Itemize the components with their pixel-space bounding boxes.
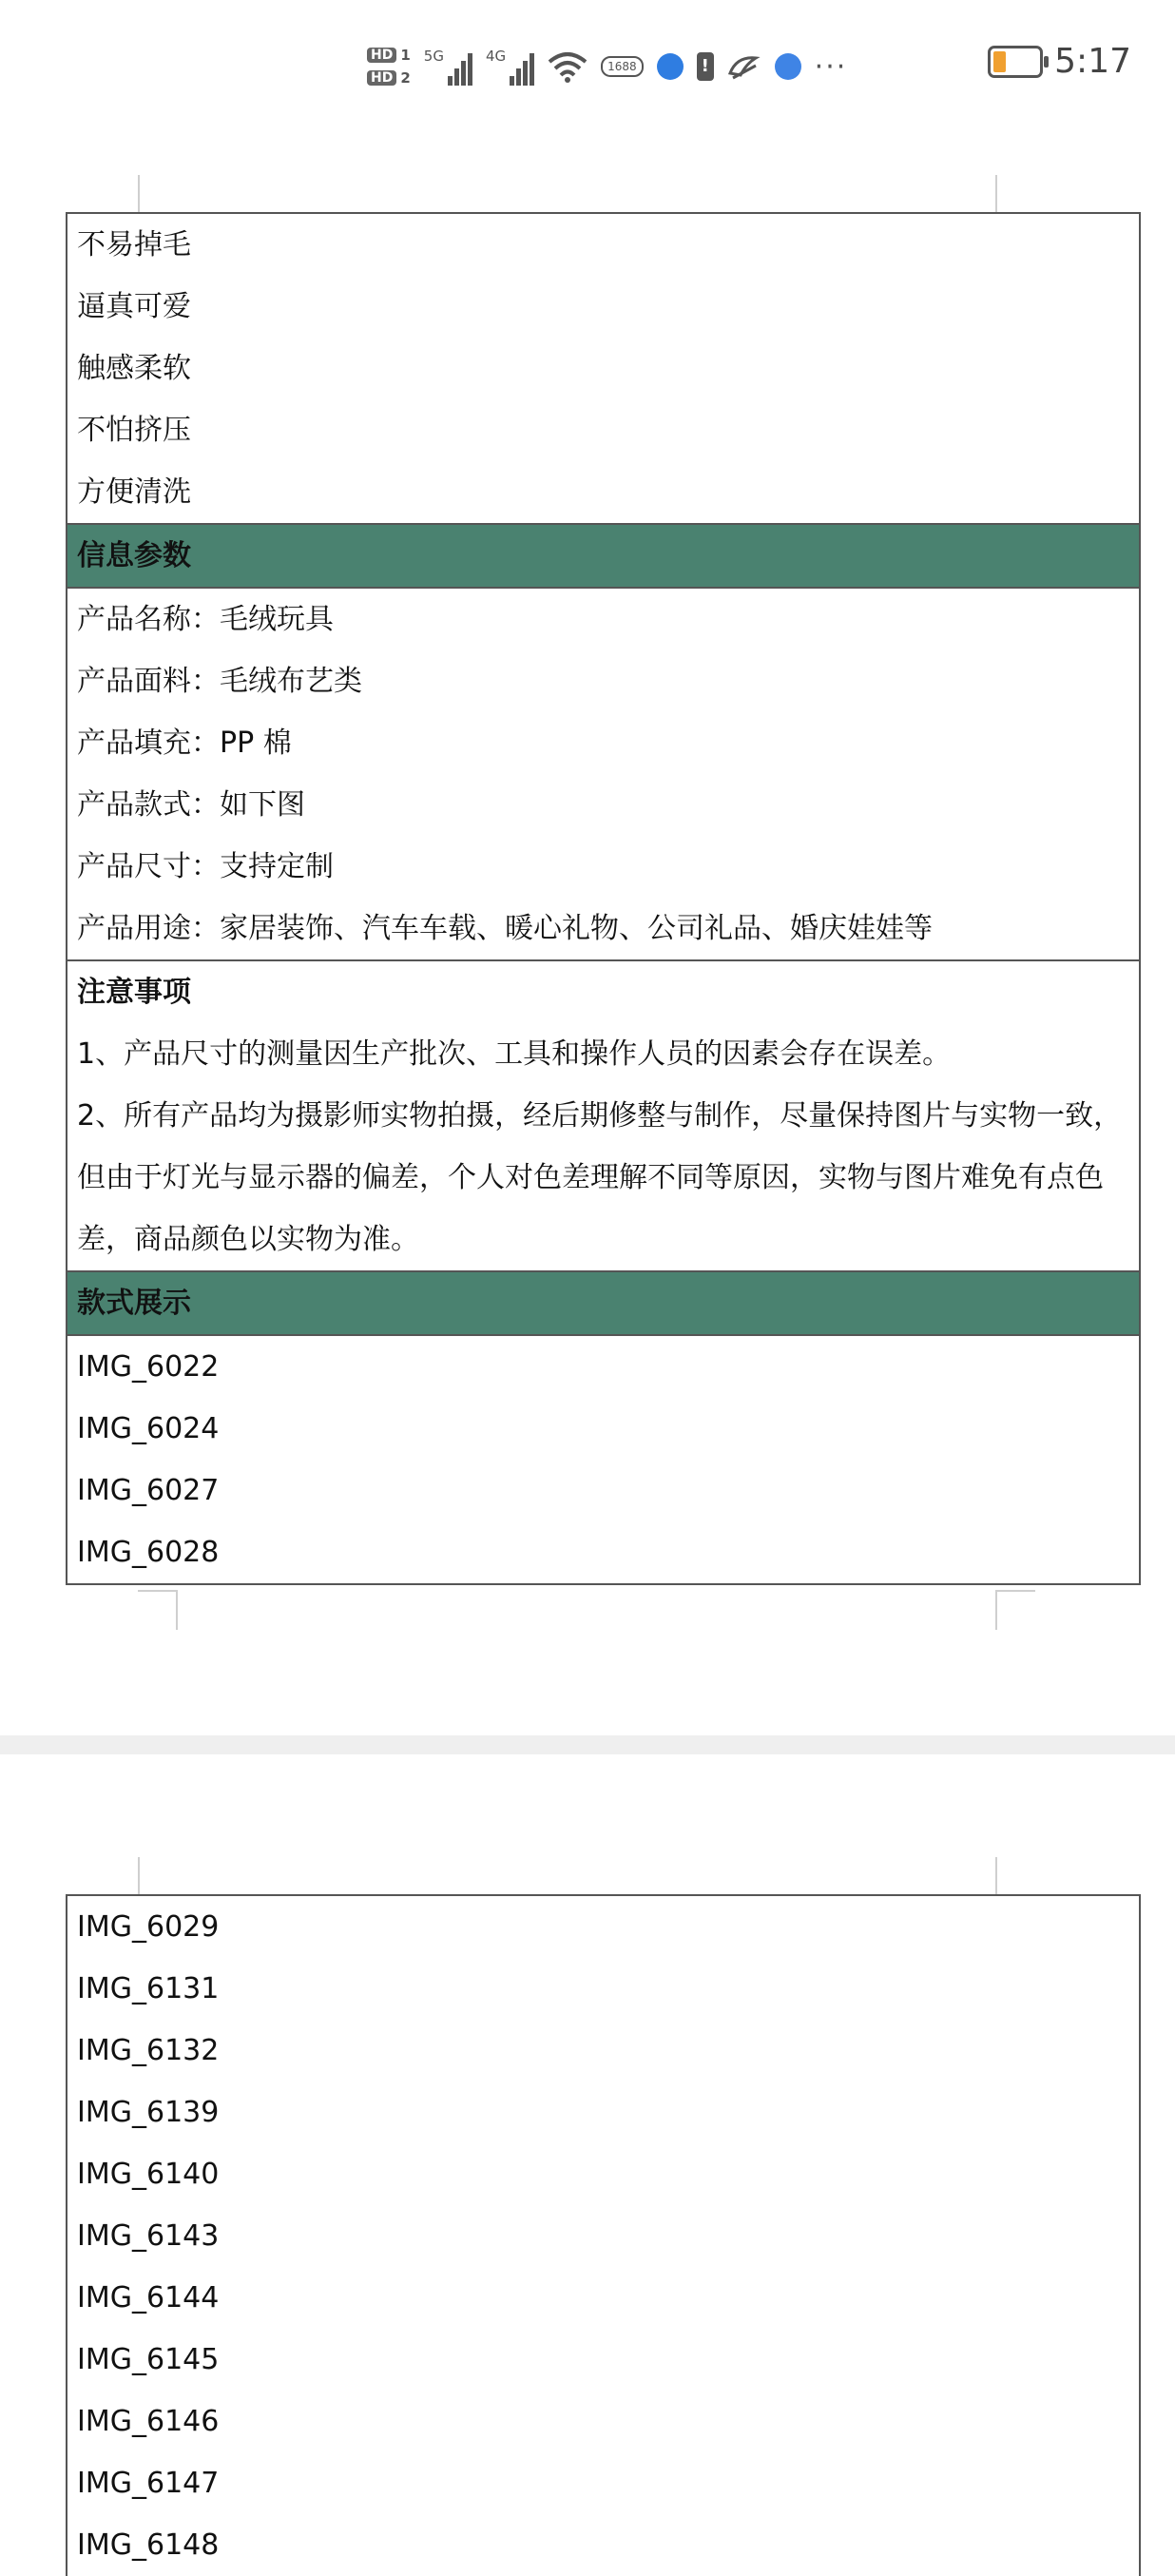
- image-name: IMG_6022: [77, 1350, 220, 1384]
- info-line: 产品面料：毛绒布艺类: [77, 665, 362, 698]
- globe-icon: [775, 53, 801, 80]
- signal-4g-icon: 4G: [486, 48, 534, 86]
- feature-line: 不易掉毛: [77, 228, 191, 261]
- styles-header-cell: [67, 1270, 1139, 1334]
- crop-mark-bottom-right: [995, 1590, 1035, 1630]
- app-1688-icon: 1688: [601, 56, 644, 77]
- page-separator: [0, 1735, 1175, 1754]
- browser-notification-icon: [657, 53, 684, 80]
- images-section: [67, 1896, 1139, 2576]
- image-name: IMG_6027: [77, 1474, 220, 1507]
- status-icons-right: [988, 42, 1131, 81]
- battery-icon: [988, 46, 1043, 78]
- notes-line: 1、产品尺寸的测量因生产批次、工具和操作人员的因素会存在误差。: [77, 1037, 952, 1071]
- image-name: IMG_6146: [77, 2405, 220, 2438]
- crop-mark-bottom-left: [138, 1590, 178, 1630]
- hd-indicators: [367, 47, 411, 87]
- notes-line: 差，商品颜色以实物为准。: [77, 1223, 419, 1256]
- image-name: IMG_6139: [77, 2096, 220, 2129]
- image-name: IMG_6140: [77, 2158, 220, 2191]
- image-name: IMG_6028: [77, 1536, 220, 1569]
- app-notification-icon: [727, 52, 761, 81]
- notes-line: 2、所有产品均为摄影师实物拍摄，经后期修整与制作，尽量保持图片与实物一致，: [77, 1099, 1123, 1133]
- info-line: 产品款式：如下图: [77, 788, 305, 822]
- status-bar: [0, 0, 1175, 133]
- product-table-page-1: [66, 212, 1141, 1585]
- notes-line: 但由于灯光与显示器的偏差，个人对色差理解不同等原因，实物与图片难免有点色: [77, 1161, 1104, 1194]
- notes-header: 注意事项: [77, 976, 191, 1009]
- features-section: [67, 214, 1139, 523]
- notes-section: [67, 959, 1139, 1270]
- crop-mark-top-right: [995, 175, 997, 213]
- wifi-icon: [548, 50, 588, 83]
- info-line: 产品名称：毛绒玩具: [77, 603, 334, 636]
- crop-mark-top-left: [138, 175, 140, 213]
- image-name: IMG_6131: [77, 1972, 220, 2005]
- clock: 5:17: [1054, 42, 1131, 81]
- hd-indicator-2: HD 2: [367, 69, 411, 87]
- alert-icon: !: [697, 52, 714, 81]
- info-header: 信息参数: [77, 539, 191, 572]
- image-name: IMG_6143: [77, 2219, 220, 2253]
- info-header-cell: [67, 523, 1139, 587]
- feature-line: 方便清洗: [77, 475, 191, 509]
- hd-indicator-1: HD 1: [367, 47, 411, 64]
- signal-5g-icon: 5G: [424, 48, 472, 86]
- image-name: IMG_6024: [77, 1412, 220, 1445]
- image-name: IMG_6148: [77, 2528, 220, 2562]
- image-name: IMG_6029: [77, 1910, 220, 1944]
- crop-mark-top-left: [138, 1857, 140, 1895]
- info-section: [67, 587, 1139, 959]
- info-line: 产品填充：PP 棉: [77, 726, 292, 760]
- crop-mark-top-right: [995, 1857, 997, 1895]
- image-name: IMG_6147: [77, 2467, 220, 2500]
- product-table-page-2: [66, 1894, 1141, 2576]
- info-line: 产品用途：家居装饰、汽车车载、暖心礼物、公司礼品、婚庆娃娃等: [77, 912, 933, 945]
- image-name: IMG_6132: [77, 2034, 220, 2067]
- image-name: IMG_6145: [77, 2343, 220, 2376]
- info-line: 产品尺寸：支持定制: [77, 850, 334, 883]
- feature-line: 不怕挤压: [77, 414, 191, 447]
- feature-line: 逼真可爱: [77, 290, 191, 323]
- battery-level: [993, 51, 1006, 72]
- image-name: IMG_6144: [77, 2281, 220, 2315]
- images-section: [67, 1334, 1139, 1583]
- styles-header: 款式展示: [77, 1287, 191, 1320]
- feature-line: 触感柔软: [77, 352, 191, 385]
- status-icons-left: [367, 36, 847, 97]
- more-notifications-icon: ···: [814, 49, 848, 84]
